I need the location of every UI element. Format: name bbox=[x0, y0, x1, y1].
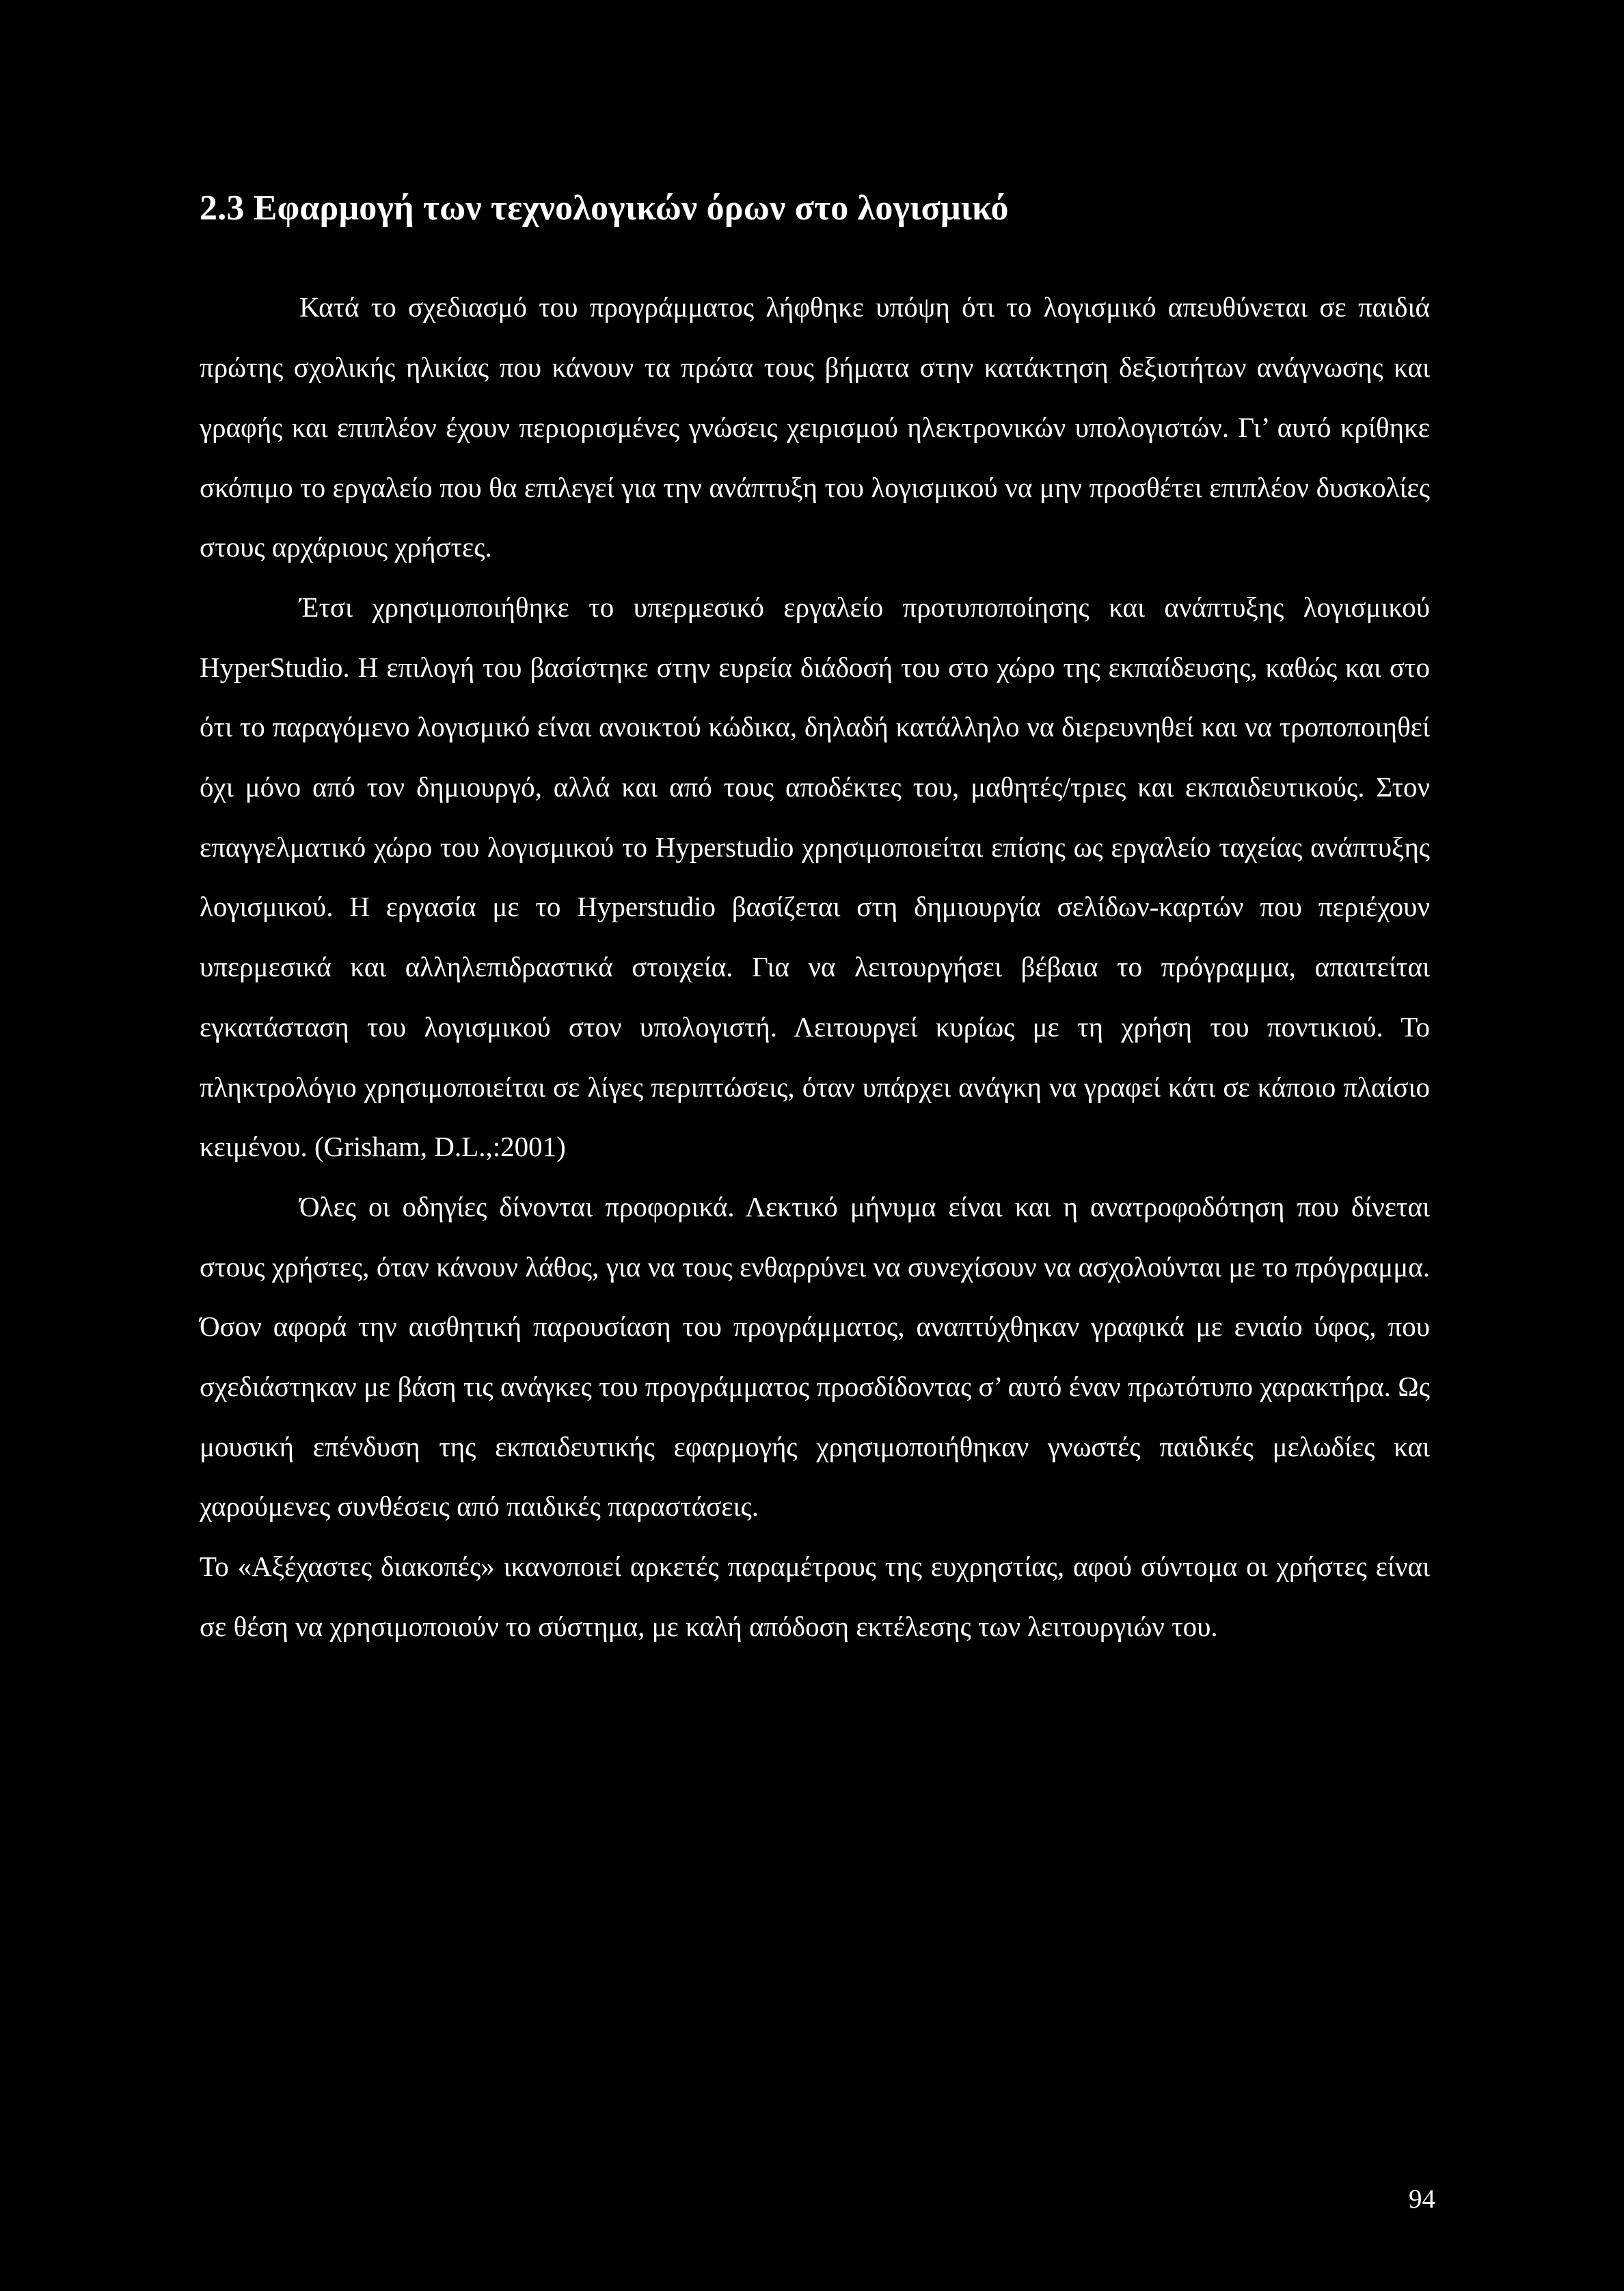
page-content bbox=[200, 187, 1430, 1657]
page-number: 94 bbox=[1409, 2184, 1435, 2214]
paragraph-design-considerations: Κατά το σχεδιασμό του προγράμματος λήφθηκε υπόψη ότι το λογισμικό απευθύνεται σε παιδιά πρώτης σχολικής ηλικίας που κάνουν τα πρώτα τους βήματα στην κατάκτηση δεξιοτήτων ανάγνωσης και γραφής και επιπλέον έχουν περιορισμένες γνώσεις χειρισμού ηλεκτρονικών υπολογιστών. Γι’ αυτό κρίθηκε σκόπιμο το εργαλείο που θα επιλεγεί για την ανάπτυξη του λογισμικού να μην προσθέτει επιπλέον δυσκολίες στους αρχάριους χρήστες. bbox=[200, 291, 1430, 563]
paragraph-usability: Το «Αξέχαστες διακοπές» ικανοποιεί αρκετές παραμέτρους της ευχρηστίας, αφού σύντομα οι χρήστες είναι σε θέση να χρησιμοποιούν το σύστημα, με καλή απόδοση εκτέλεσης των λειτουργιών του. bbox=[200, 1551, 1430, 1642]
paragraph-hyperstudio: Έτσι χρησιμοποιήθηκε το υπερμεσικό εργαλείο προτυποποίησης και ανάπτυξης λογισμικού HyperStudio. Η επιλογή του βασίστηκε στην ευρεία διάδοσή του στο χώρο της εκπαίδευσης, καθώς και στο ότι το παραγόμενο λογισμικό είναι ανοικτού κώδικα, δηλαδή κατάλληλο να διερευνηθεί και να τροποποιηθεί όχι μόνο από τον δημιουργό, αλλά και από τους αποδέκτες του, μαθητές/τριες και εκπαιδευτικούς. Στον επαγγελματικό χώρο του λογισμικού το Hyperstudio χρησιμοποιείται επίσης ως εργαλείο ταχείας ανάπτυξης λογισμικού. Η εργασία με το Hyperstudio βασίζεται στη δημιουργία σελίδων-καρτών που περιέχουν υπερμεσικά και αλληλεπιδραστικά στοιχεία. Για να λειτουργήσει βέβαια το πρόγραμμα, απαιτείται εγκατάσταση του λογισμικού στον υπολογιστή. Λειτουργεί κυρίως με τη χρήση του ποντικιού. Το πληκτρολόγιο χρησιμοποιείται σε λίγες περιπτώσεις, όταν υπάρχει ανάγκη να γραφεί κάτι σε κάποιο πλαίσιο κειμένου. (Grisham, D.L.,:2001) bbox=[200, 591, 1430, 1163]
paragraph-instructions-feedback: Όλες οι οδηγίες δίνονται προφορικά. Λεκτικό μήνυμα είναι και η ανατροφοδότηση που δίνεται στους χρήστες, όταν κάνουν λάθος, για να τους ενθαρρύνει να συνεχίσουν να ασχολούνται με το πρόγραμμα. Όσον αφορά την αισθητική παρουσίαση του προγράμματος, αναπτύχθηκαν γραφικά με ενιαίο ύφος, που σχεδιάστηκαν με βάση τις ανάγκες του προγράμματος προσδίδοντας σ’ αυτό έναν πρωτότυπο χαρακτήρα. Ως μουσική επένδυση της εκπαιδευτικής εφαρμογής χρησιμοποιήθηκαν γνωστές παιδικές μελωδίες και χαρούμενες συνθέσεις από παιδικές παραστάσεις. bbox=[200, 1190, 1430, 1523]
section-heading: 2.3 Εφαρμογή των τεχνολογικών όρων στο λογισμικό bbox=[200, 189, 1009, 228]
